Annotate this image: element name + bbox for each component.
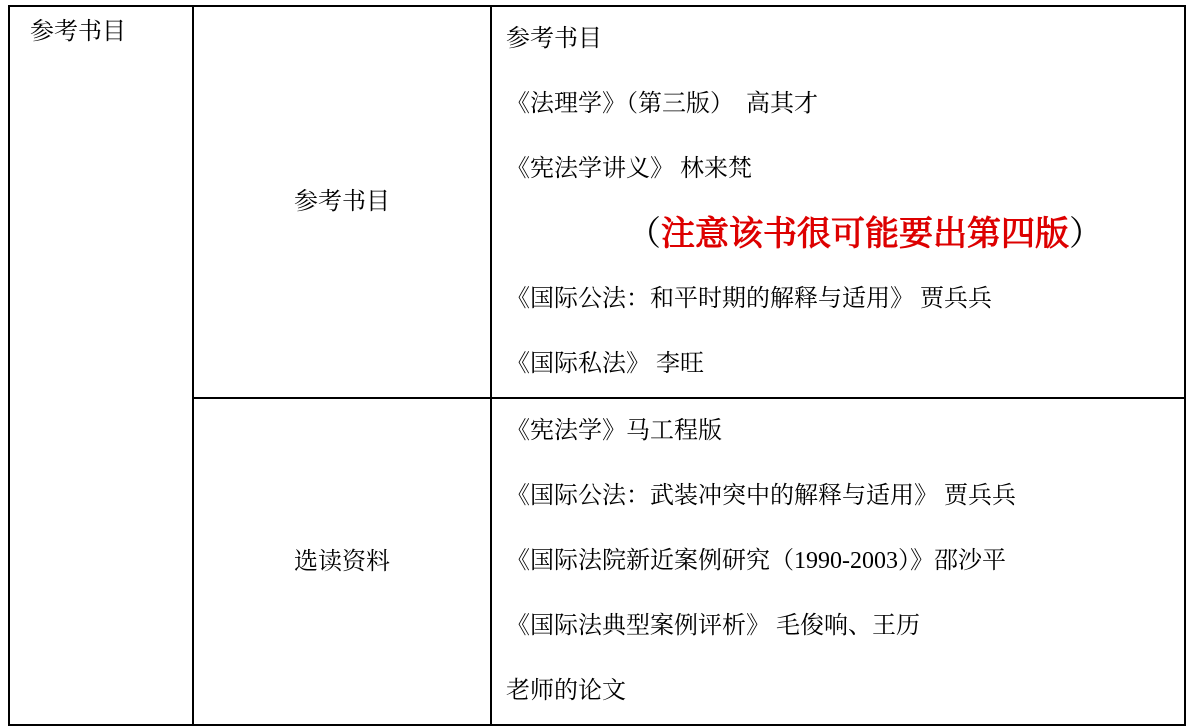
- book-list-cell-references: [491, 6, 1185, 398]
- row-label-cell-references: [193, 6, 491, 398]
- book-list-line: 《宪法学讲义》 林来梵: [506, 156, 752, 182]
- row-label-cell-optional: [193, 398, 491, 725]
- book-list-line: 《国际公法：武装冲突中的解释与适用》 贾兵兵: [506, 483, 1016, 509]
- row-label-references: 参考书目: [294, 189, 390, 215]
- edition-note-line: [506, 202, 1178, 267]
- book-list-line: 老师的论文: [506, 678, 626, 704]
- note-emphasis: 注意该书很可能要出第四版: [661, 216, 1069, 253]
- category-label: 参考书目: [30, 19, 126, 45]
- book-list-line: 《国际法典型案例评析》 毛俊响、王历: [506, 613, 920, 639]
- book-list-line: 《国际私法》 李旺: [506, 351, 704, 377]
- row-label-optional: 选读资料: [294, 548, 390, 575]
- reference-table: [8, 5, 1186, 726]
- book-list-line: 《国际公法：和平时期的解释与适用》 贾兵兵: [506, 286, 992, 312]
- book-list-heading: 参考书目: [506, 26, 602, 52]
- book-list-line: 《法理学》（第三版） 高其才: [506, 91, 818, 117]
- note-paren-close: ）: [1069, 216, 1103, 253]
- book-list-cell-optional: [491, 398, 1185, 725]
- book-list-line: 《宪法学》马工程版: [506, 418, 722, 444]
- table-row-references: [9, 6, 1185, 398]
- note-paren-open: （: [627, 216, 661, 253]
- book-list-line: 《国际法院新近案例研究（1990-2003）》邵沙平: [506, 548, 1006, 574]
- category-cell: [9, 6, 193, 725]
